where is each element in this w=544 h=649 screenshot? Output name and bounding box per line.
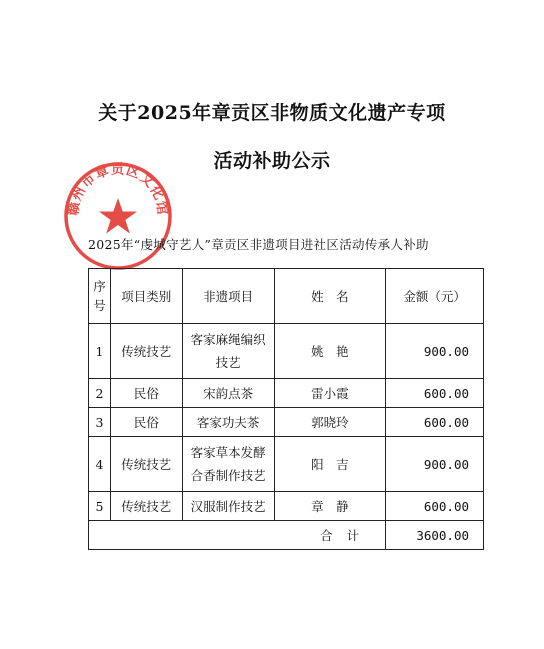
cell-project: 汉服制作技艺 [182,492,274,521]
table-row [89,379,484,408]
header-project: 非遗项目 [182,269,274,324]
cell-category: 传统技艺 [110,437,182,492]
table-row [89,437,484,492]
table-total-row [89,521,484,550]
cell-name: 雷小霞 [274,379,386,408]
cell-project: 宋韵点茶 [182,379,274,408]
cell-project-text: 客家草本发酵合香制作技艺 [190,445,266,483]
official-seal-stamp [62,160,174,272]
title-line-1: 关于2025年章贡区非物质文化遗产专项 [98,102,446,124]
cell-amount: 900.00 [386,324,484,379]
cell-name: 阳 吉 [274,437,386,492]
seal-text: 赣州市章贡区文化馆 [65,161,171,217]
cell-name: 章 静 [274,492,386,521]
cell-project: 客家功夫茶 [182,408,274,437]
cell-name: 郭晓玲 [274,408,386,437]
total-label: 合计 [89,521,386,550]
header-seq [89,269,111,324]
cell-amount: 600.00 [386,379,484,408]
subsidy-subtitle: 2025年“虔城守艺人”章贡区非遗项目进社区活动传承人补助 [88,237,429,252]
cell-name: 姚 艳 [274,324,386,379]
subsidy-table [88,268,484,550]
table-row [89,408,484,437]
cell-project [182,324,274,379]
cell-project [182,437,274,492]
table-row [89,324,484,379]
header-category: 项目类别 [110,269,182,324]
cell-seq: 2 [89,379,111,408]
total-amount: 3600.00 [386,521,484,550]
cell-category: 传统技艺 [110,324,182,379]
cell-seq: 4 [89,437,111,492]
cell-category: 民俗 [110,379,182,408]
cell-amount: 900.00 [386,437,484,492]
cell-seq: 1 [89,324,111,379]
cell-amount: 600.00 [386,492,484,521]
header-seq-label: 序号 [93,279,106,313]
seal-star-icon [99,198,137,234]
cell-project-text: 客家麻绳编织技艺 [190,332,266,370]
header-amount: 金额（元） [386,269,484,324]
cell-category: 传统技艺 [110,492,182,521]
title-line-2: 活动补助公示 [213,150,331,172]
table-row [89,492,484,521]
cell-seq: 5 [89,492,111,521]
cell-seq: 3 [89,408,111,437]
cell-category: 民俗 [110,408,182,437]
header-name: 姓 名 [274,269,386,324]
table-header-row [89,269,484,324]
cell-amount: 600.00 [386,408,484,437]
